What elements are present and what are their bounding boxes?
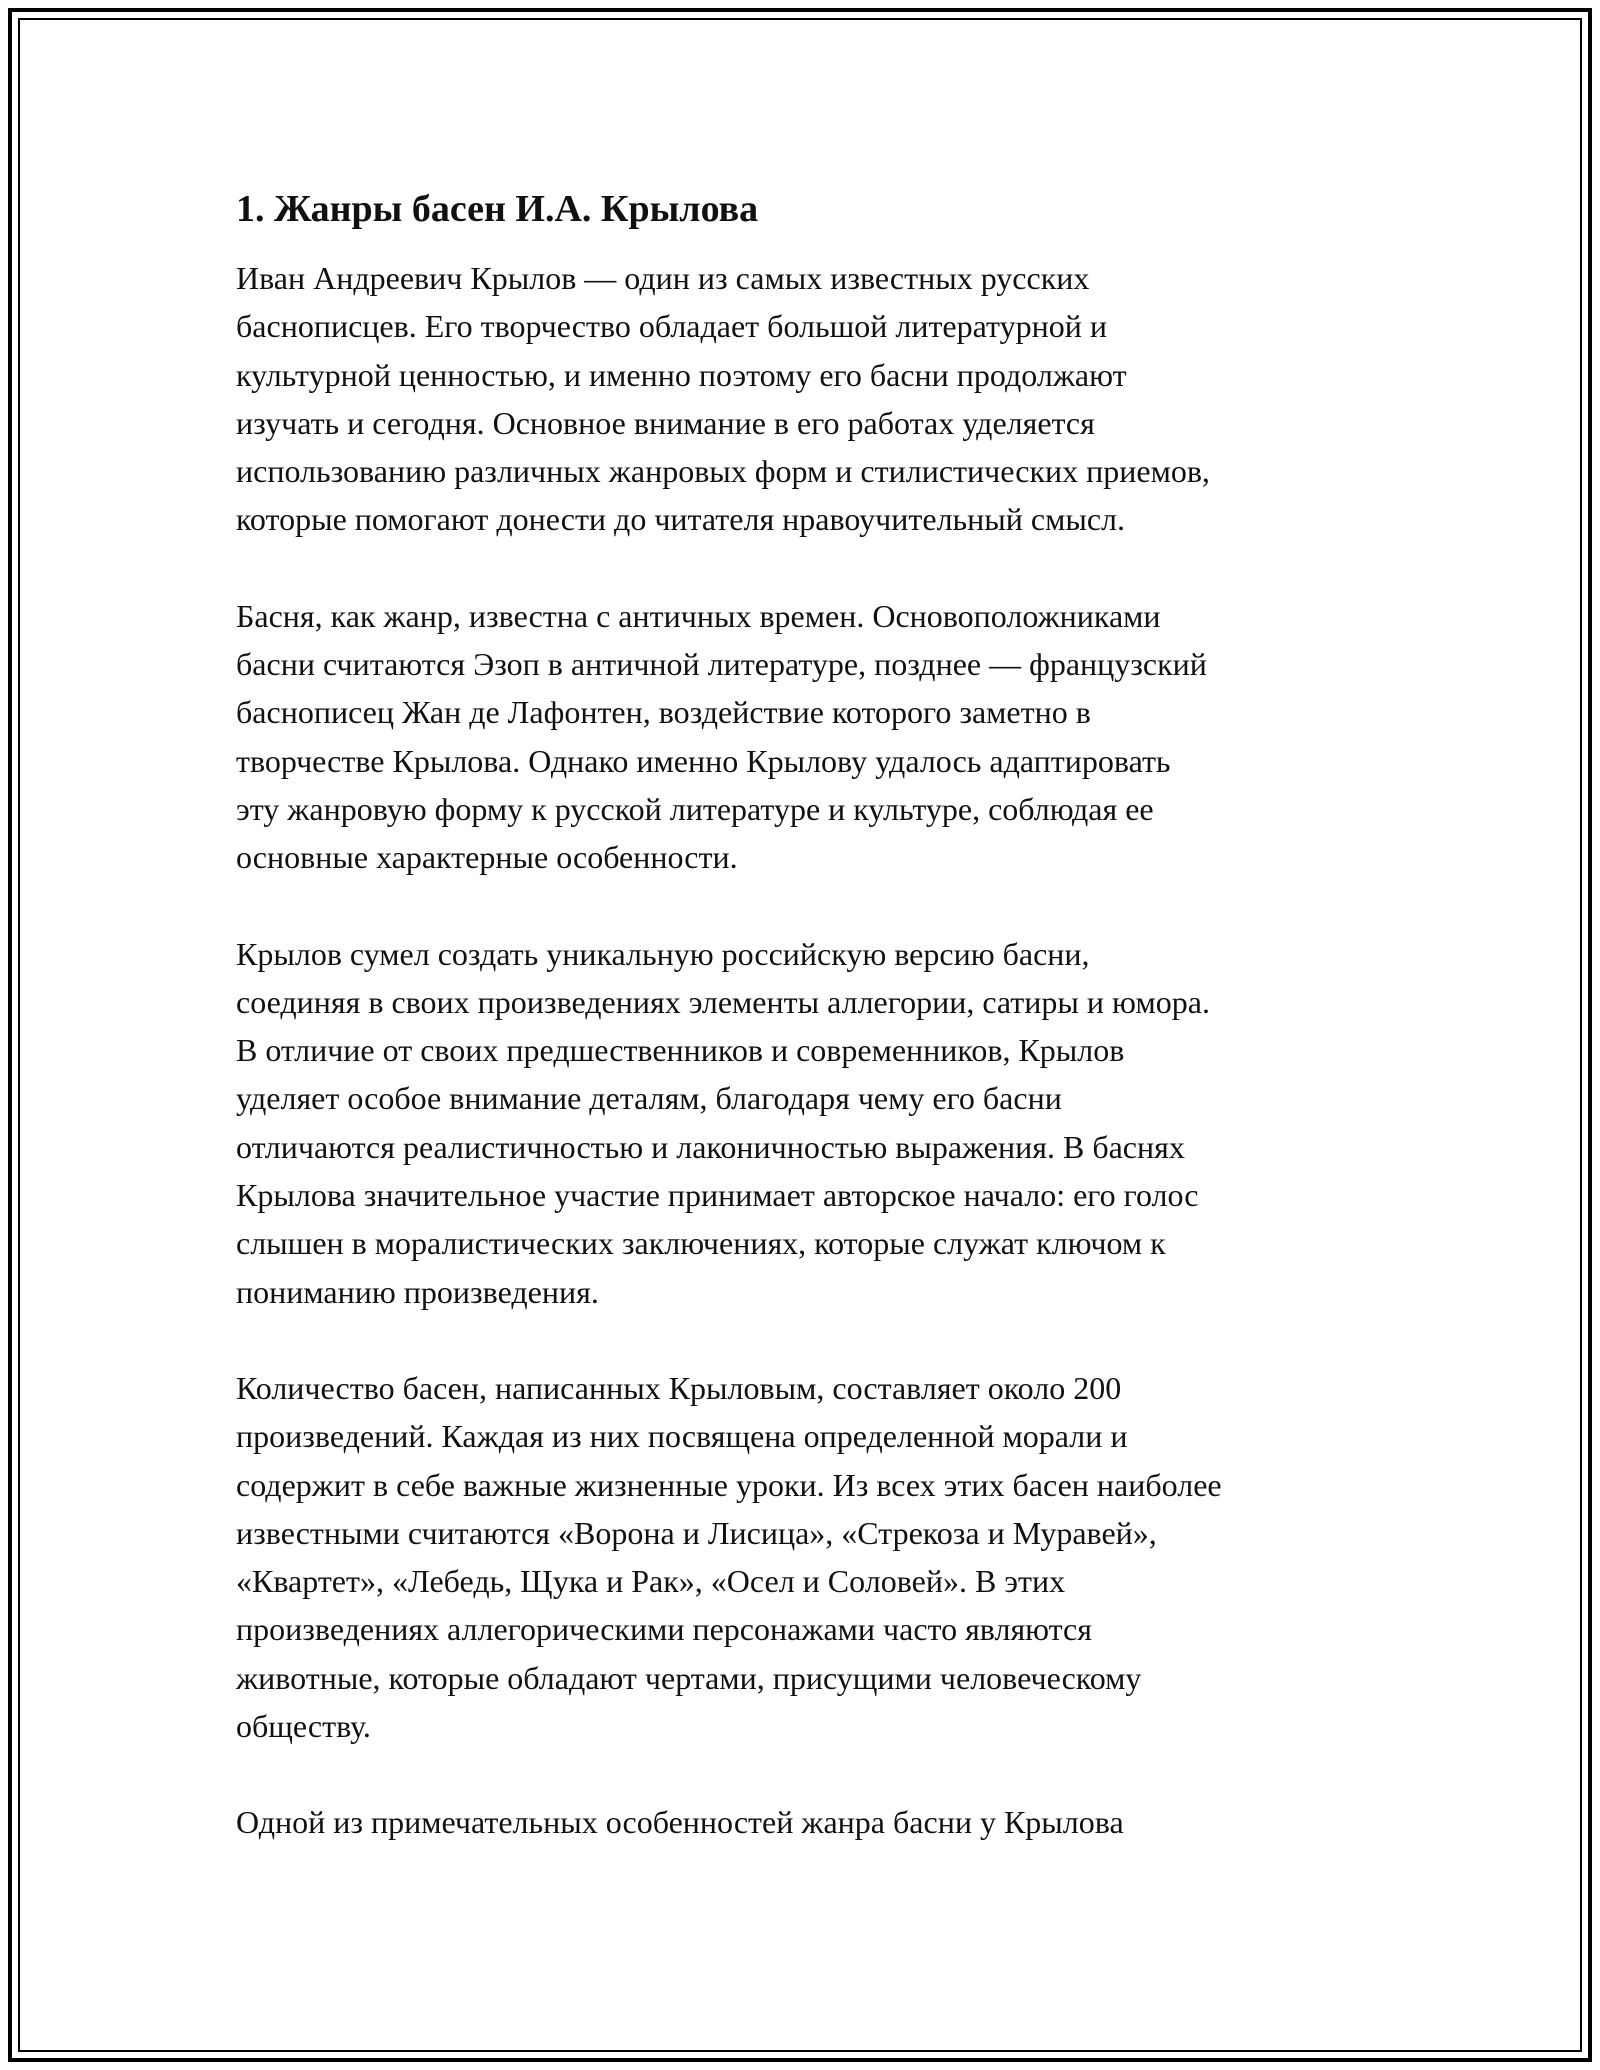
- paragraph-2: [236, 592, 1396, 882]
- text-line: Крылов сумел создать уникальную российскую версию басни,: [236, 935, 1090, 972]
- text-line: культурной ценностью, и именно поэтому его басни продолжают: [236, 356, 1127, 393]
- paragraph-5: [236, 1798, 1396, 1846]
- text-line: уделяет особое внимание деталям, благодаря чему его басни: [236, 1080, 1062, 1117]
- section-heading: 1. Жанры басен И.А. Крылова: [236, 188, 759, 230]
- text-line: содержит в себе важные жизненные уроки. Из всех этих басен наиболее: [236, 1466, 1222, 1503]
- text-line: отличаются реалистичностью и лаконичностью выражения. В баснях: [236, 1128, 1185, 1165]
- text-line: Иван Андреевич Крылов — один из самых известных русских: [236, 260, 1090, 296]
- document-body: [236, 184, 1396, 1895]
- text-line: известными считаются «Ворона и Лисица», «Стрекоза и Муравей»,: [236, 1514, 1157, 1551]
- text-line: слышен в моралистических заключениях, которые служат ключом к: [236, 1225, 1166, 1262]
- text-line: основные характерные особенности.: [236, 839, 738, 876]
- text-line: использованию различных жанровых форм и стилистических приемов,: [236, 453, 1210, 490]
- paragraph-3: [236, 930, 1396, 1316]
- text-line: произведениях аллегорическими персонажами часто являются: [236, 1611, 1092, 1648]
- text-line: соединяя в своих произведениях элементы аллегории, сатиры и юмора.: [236, 983, 1210, 1020]
- text-line: басни считаются Эзоп в античной литературе, позднее — французский: [236, 646, 1207, 683]
- text-line: животные, которые обладают чертами, присущими человеческому: [236, 1659, 1142, 1696]
- text-line: обществу.: [236, 1708, 371, 1745]
- text-line: пониманию произведения.: [236, 1273, 599, 1310]
- text-line: В отличие от своих предшественников и современников, Крылов: [236, 1032, 1125, 1069]
- text-line: изучать и сегодня. Основное внимание в его работах уделяется: [236, 404, 1095, 441]
- paragraph-4: [236, 1364, 1396, 1750]
- text-line: Количество басен, написанных Крыловым, составляет около 200: [236, 1369, 1122, 1406]
- text-line: которые помогают донести до читателя нравоучительный смысл.: [236, 501, 1126, 538]
- text-line: баснописец Жан де Лафонтен, воздействие которого заметно в: [236, 694, 1091, 731]
- text-line: произведений. Каждая из них посвящена определенной морали и: [236, 1418, 1128, 1455]
- text-line: Басня, как жанр, известна с античных времен. Основоположниками: [236, 597, 1161, 634]
- text-line: эту жанровую форму к русской литературе и культуре, соблюдая ее: [236, 790, 1154, 827]
- text-line: Крылова значительное участие принимает авторское начало: его голос: [236, 1177, 1199, 1214]
- text-line: «Квартет», «Лебедь, Щука и Рак», «Осел и Соловей». В этих: [236, 1563, 1066, 1600]
- text-line: творчестве Крылова. Однако именно Крылову удалось адаптировать: [236, 742, 1171, 779]
- text-line: Одной из примечательных особенностей жанра басни у Крылова: [236, 1804, 1124, 1841]
- text-line: баснописцев. Его творчество обладает большой литературной и: [236, 308, 1107, 345]
- paragraph-1: [236, 254, 1396, 544]
